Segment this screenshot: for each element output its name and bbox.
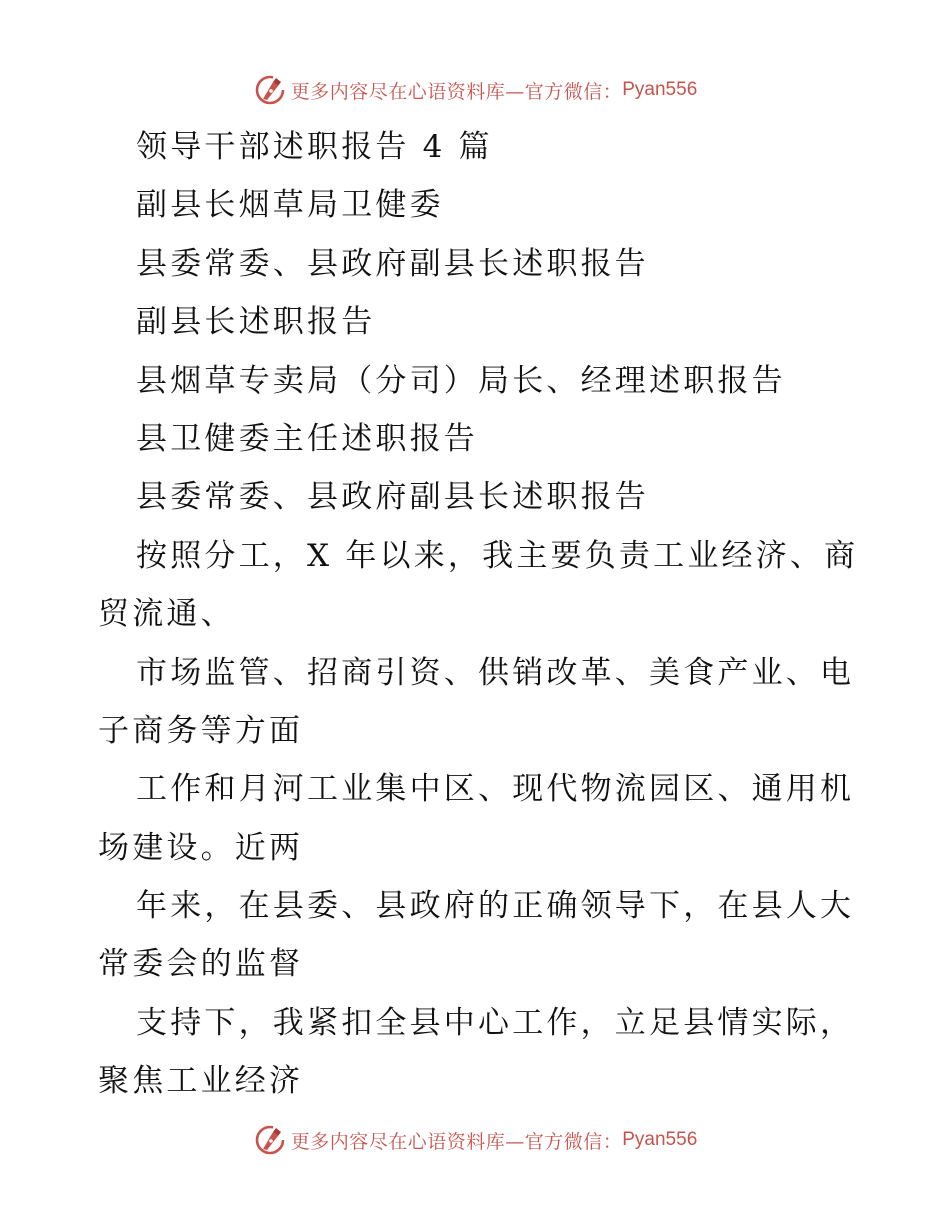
body-line: 贸流通、 <box>98 596 235 633</box>
body-line: 支持下，我紧扣全县中心工作，立足县情实际， <box>136 1004 855 1041</box>
pen-nib-logo-icon <box>253 1123 287 1157</box>
footer-banner-inner <box>253 1123 698 1157</box>
header-banner-text: 更多内容尽在心语资料库—官方微信： <box>290 80 623 103</box>
header-banner <box>0 70 950 110</box>
body-line: 聚焦工业经济 <box>98 1063 304 1100</box>
body-line: 副县长述职报告 <box>136 304 376 341</box>
body-line: 县委常委、县政府副县长述职报告 <box>136 479 649 516</box>
body-line: 工作和月河工业集中区、现代物流园区、通用机 <box>136 771 855 808</box>
body-line: 副县长烟草局卫健委 <box>136 187 444 224</box>
pen-nib-logo-icon <box>253 73 287 107</box>
body-line: 子商务等方面 <box>98 712 304 749</box>
body-line: 县烟草专卖局（分司）局长、经理述职报告 <box>136 362 786 399</box>
body-line: 县委常委、县政府副县长述职报告 <box>136 245 649 282</box>
footer-banner-id: Pyan556 <box>622 1129 698 1150</box>
body-line: 市场监管、招商引资、供销改革、美食产业、电 <box>136 654 855 691</box>
body-line: 按照分工，X 年以来，我主要负责工业经济、商 <box>136 537 859 574</box>
header-banner-id: Pyan556 <box>622 79 698 100</box>
footer-banner <box>0 1120 950 1160</box>
body-line: 场建设。近两 <box>98 829 304 866</box>
document-body <box>98 118 858 1111</box>
body-line: 年来，在县委、县政府的正确领导下，在县人大 <box>136 888 855 925</box>
header-banner-inner <box>253 73 698 107</box>
body-line: 县卫健委主任述职报告 <box>136 420 478 457</box>
footer-banner-text: 更多内容尽在心语资料库—官方微信： <box>290 1130 623 1153</box>
document-title: 领导干部述职报告 4 篇 <box>136 129 493 165</box>
body-line: 常委会的监督 <box>98 946 304 983</box>
